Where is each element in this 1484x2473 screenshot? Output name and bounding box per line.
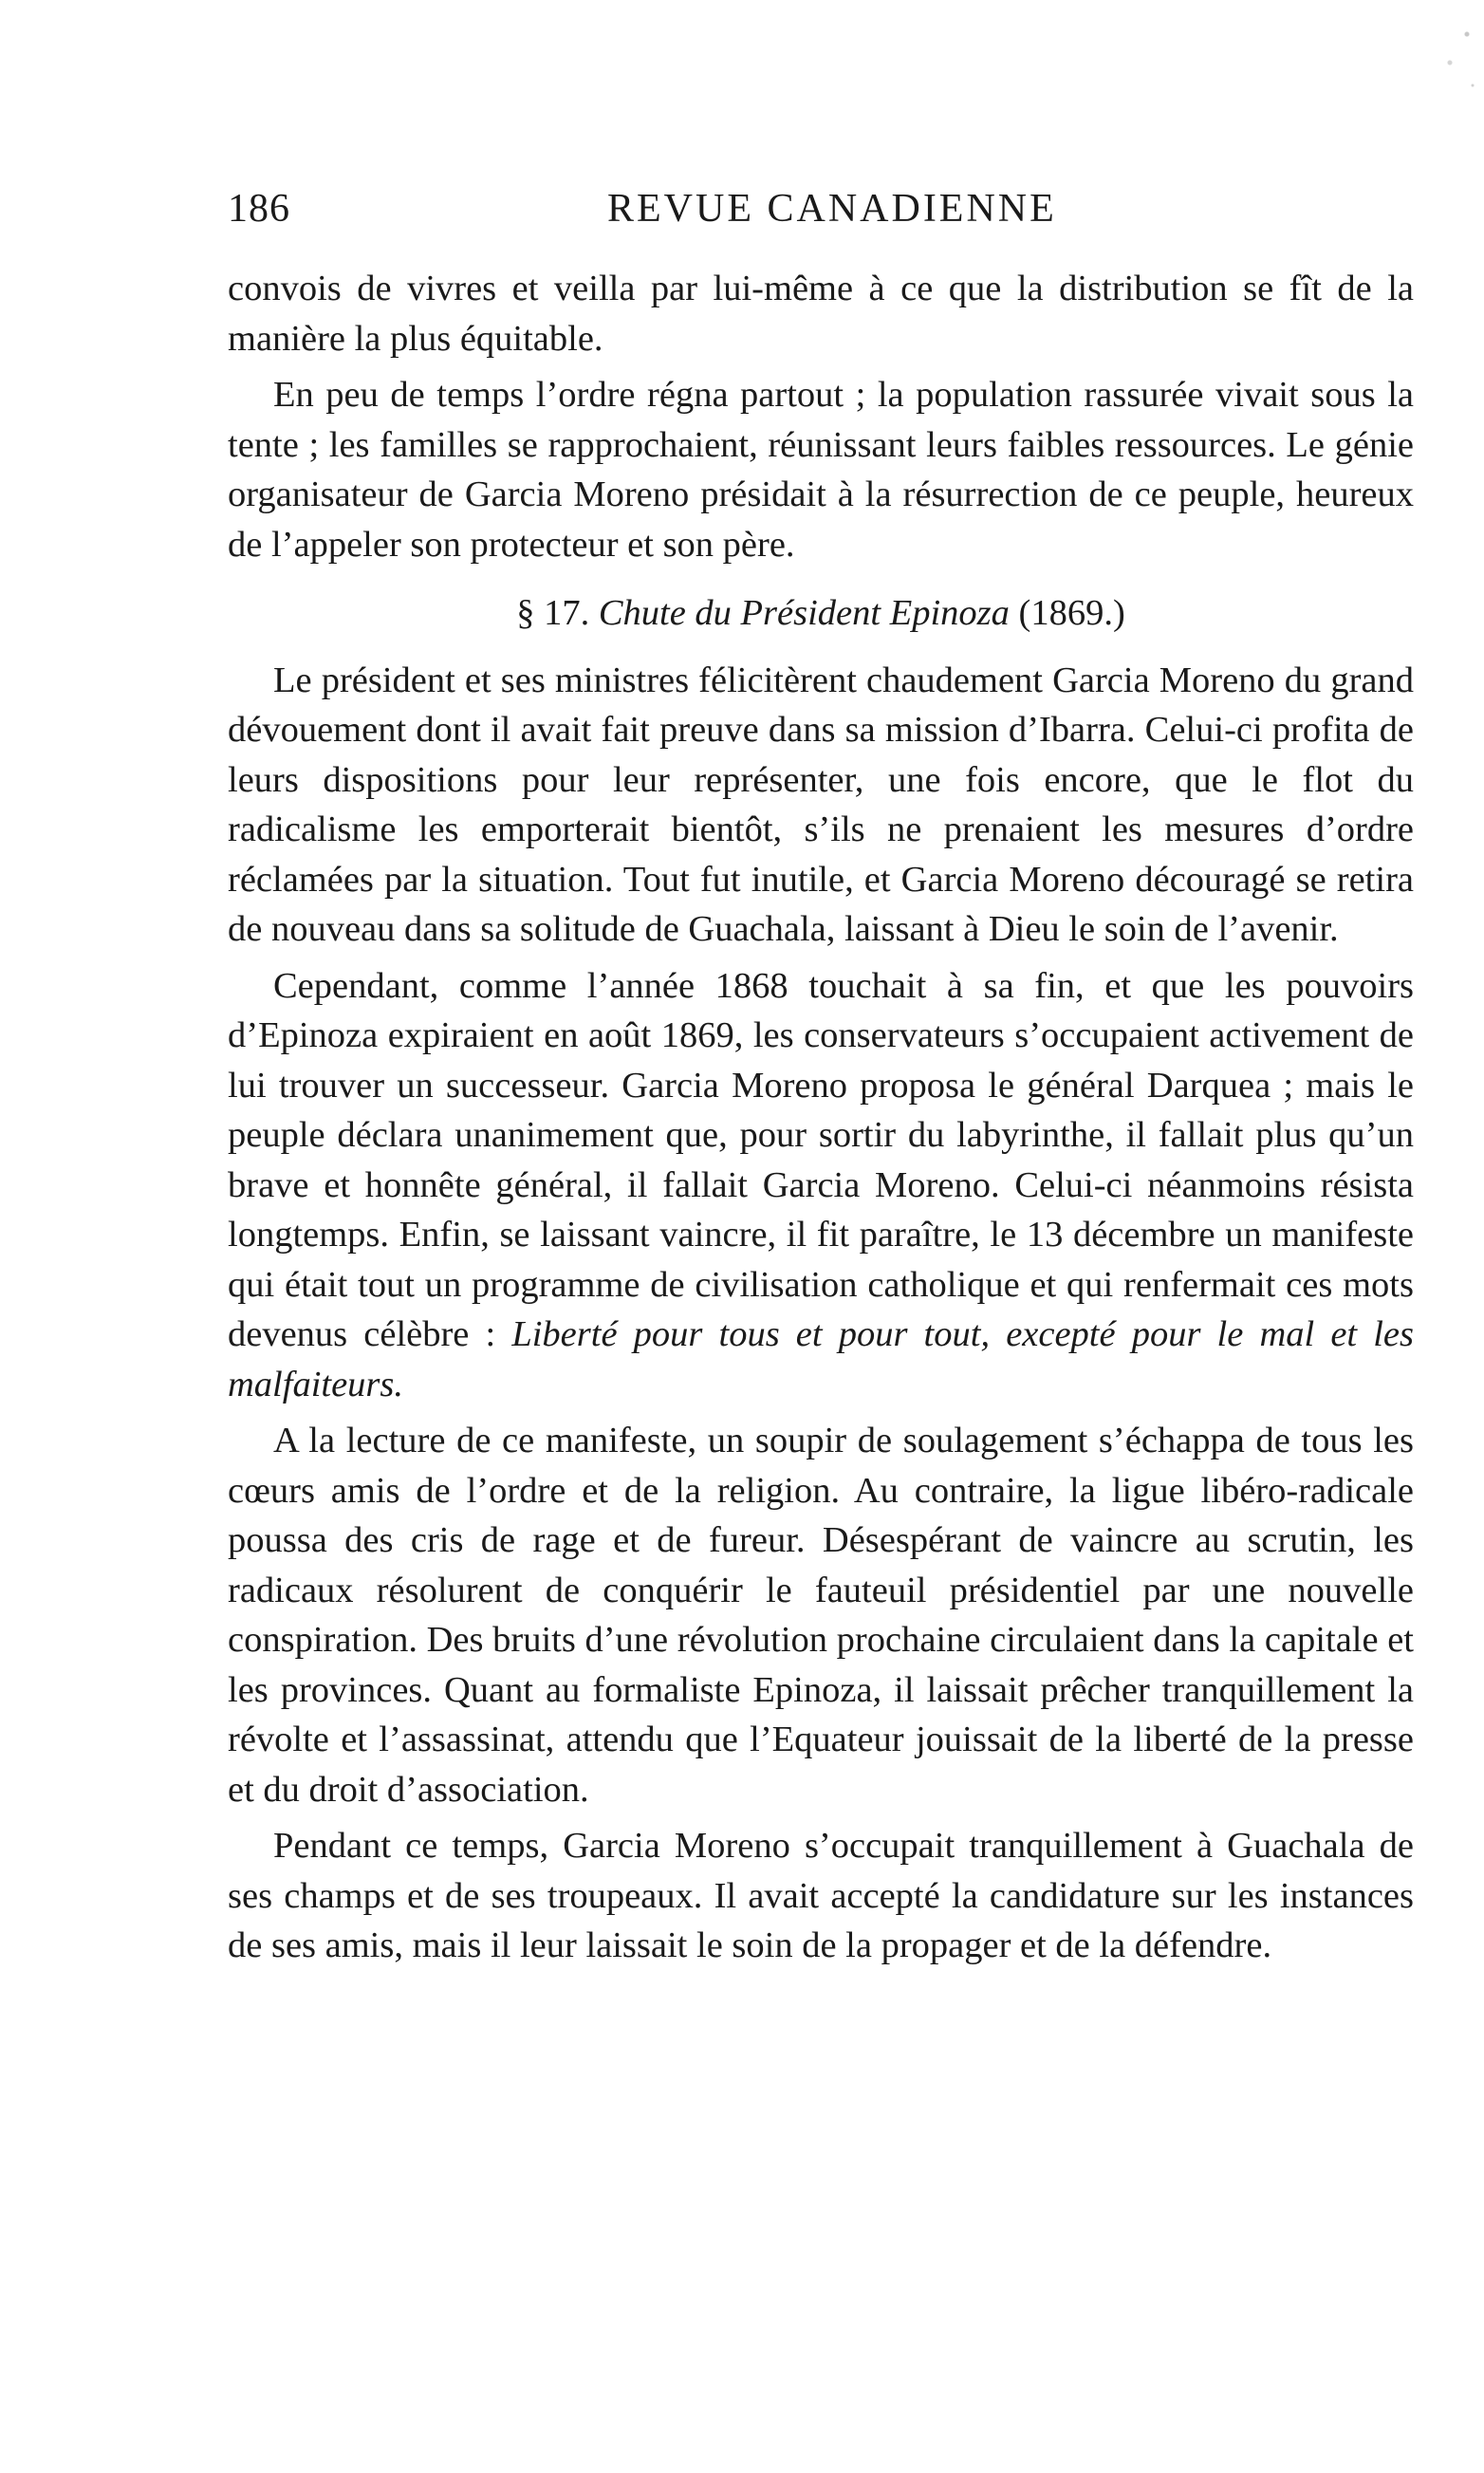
section-number: § 17. bbox=[516, 593, 590, 633]
section-year: (1869.) bbox=[1018, 593, 1125, 633]
paragraph-continued: convois de vivres et veilla par lui-même à ce que la distribution se fît de la manière la plus équitable. bbox=[228, 269, 1414, 359]
paragraph-with-quote bbox=[228, 961, 1414, 1410]
paragraph: Le président et ses ministres félicitèrent chaudement Garcia Moreno du grand dévouement dont il avait fait preuve dans sa mission d’Ibarra. Celui-ci profita de leurs dispositions pour leur représenter, une fois encore, que le flot du radicalisme les emporterait bientôt, s’ils ne prenaient les mesures d’ordre réclamées par la situation. Tout fut inutile, et Garcia Moreno découragé se retira de nouveau dans sa solitude de Guachala, laissant à Dieu le soin de l’avenir. bbox=[228, 660, 1414, 949]
paragraph: En peu de temps l’ordre régna partout ; la population rassurée vivait sous la tente ; les familles se rapprochaient, réunissant leurs faibles ressources. Le génie organisateur de Garcia Moreno présidait à la résurrection de ce peuple, heureux de l’appeler son protecteur et son père. bbox=[228, 375, 1414, 565]
body-text bbox=[228, 264, 1414, 1978]
section-heading bbox=[228, 588, 1414, 639]
scan-artifact bbox=[1427, 0, 1484, 114]
page-header bbox=[228, 186, 1414, 243]
manifesto-quote: Liberté pour tous et pour tout, excepté pour le mal et les malfaiteurs. bbox=[228, 1314, 1414, 1404]
paragraph-text: Cependant, comme l’année 1868 touchait à sa fin, et que les pouvoirs d’Epinoza expiraient en août 1869, les conservateurs s’occupaient activement de lui trouver un successeur. Garcia Moreno proposa le général Darquea ; mais le peuple déclara unanimement que, pour sortir du labyrinthe, il fallait plus qu’un brave et honnête général, il fallait Garcia Moreno. Celui-ci néanmoins résista longtemps. Enfin, se laissant vaincre, il fit paraître, le 13 décembre un manifeste qui était tout un programme de civilisation catholique et qui renfermait ces mots devenus célèbre : bbox=[228, 965, 1414, 1354]
page-number: 186 bbox=[228, 187, 290, 231]
running-head: REVUE CANADIENNE bbox=[607, 187, 1057, 231]
paragraph: A la lecture de ce manifeste, un soupir de soulagement s’échappa de tous les cœurs amis de l’ordre et de la religion. Au contraire, la ligue libéro-radicale poussa des cris de rage et de fureur. Désespérant de vaincre au scrutin, les radicaux résolurent de conquérir le fauteuil présidentiel par une nouvelle conspiration. Des bruits d’une révolution prochaine circulaient dans la capitale et les provinces. Quant au formaliste Epinoza, il laissait prêcher tranquillement la révolte et l’assassinat, attendu que l’Equateur jouissait de la liberté de la presse et du droit d’association. bbox=[228, 1421, 1414, 1810]
section-title: Chute du Président Epinoza bbox=[598, 593, 1010, 633]
paragraph: Pendant ce temps, Garcia Moreno s’occupait tranquillement à Guachala de ses champs et de ses troupeaux. Il avait accepté la candidature sur les instances de ses amis, mais il leur laissait le soin de la propager et de la défendre. bbox=[228, 1826, 1414, 1965]
